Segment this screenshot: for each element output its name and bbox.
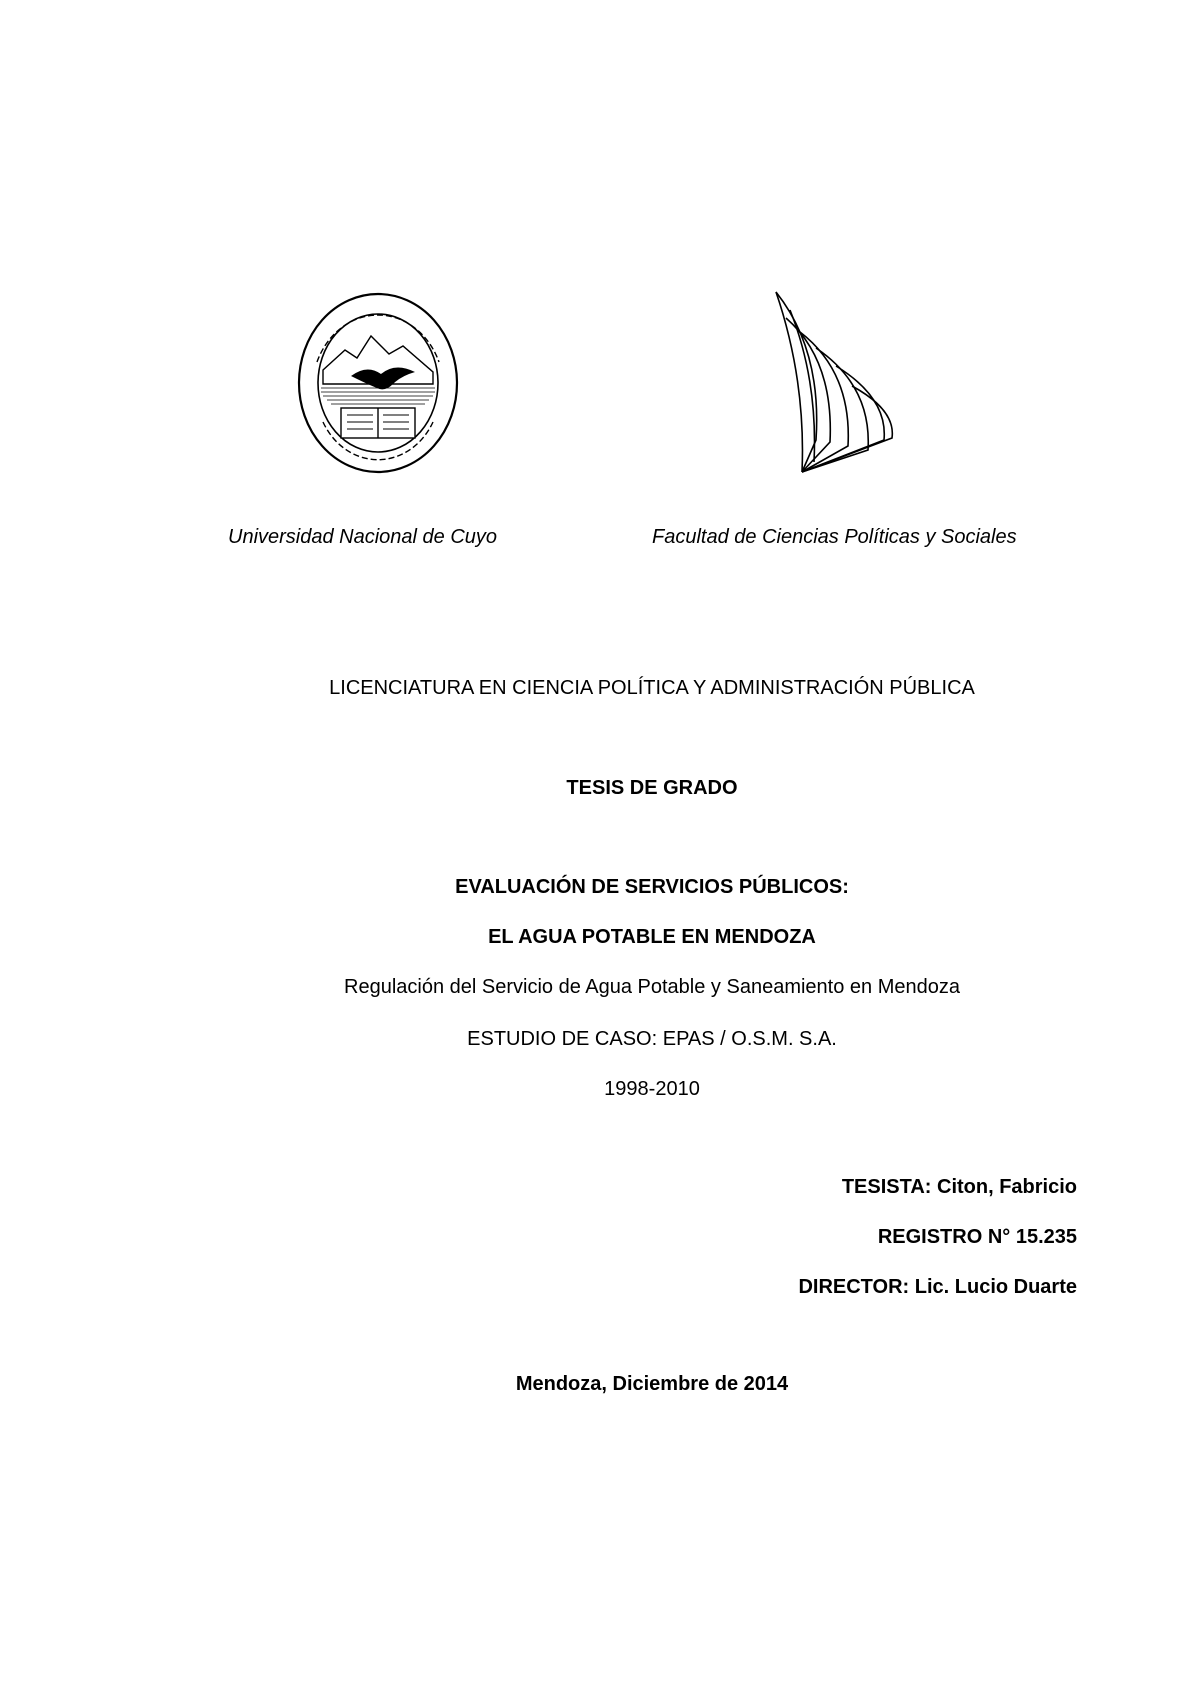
place-and-date: Mendoza, Diciembre de 2014 xyxy=(515,1373,789,1395)
university-name: Universidad Nacional de Cuyo xyxy=(228,526,498,548)
university-seal-icon xyxy=(297,292,459,474)
career-title: LICENCIATURA EN CIENCIA POLÍTICA Y ADMINISTRACIÓN PÚBLICA xyxy=(329,677,975,699)
author-credit: TESISTA: Citon, Fabricio xyxy=(841,1176,1077,1198)
sails-logo-icon xyxy=(760,290,910,475)
director-credit: DIRECTOR: Lic. Lucio Duarte xyxy=(798,1276,1077,1298)
thesis-subtitle: Regulación del Servicio de Agua Potable y Saneamiento en Mendoza xyxy=(344,976,960,998)
thesis-type: TESIS DE GRADO xyxy=(566,777,738,799)
case-study: ESTUDIO DE CASO: EPAS / O.S.M. S.A. xyxy=(467,1028,837,1050)
registry-number: REGISTRO N° 15.235 xyxy=(877,1226,1077,1248)
thesis-title-line-1: EVALUACIÓN DE SERVICIOS PÚBLICOS: xyxy=(455,876,849,898)
faculty-name: Facultad de Ciencias Políticas y Sociales xyxy=(652,526,1017,548)
study-period: 1998-2010 xyxy=(604,1078,700,1100)
thesis-title-line-2: EL AGUA POTABLE EN MENDOZA xyxy=(488,926,816,948)
